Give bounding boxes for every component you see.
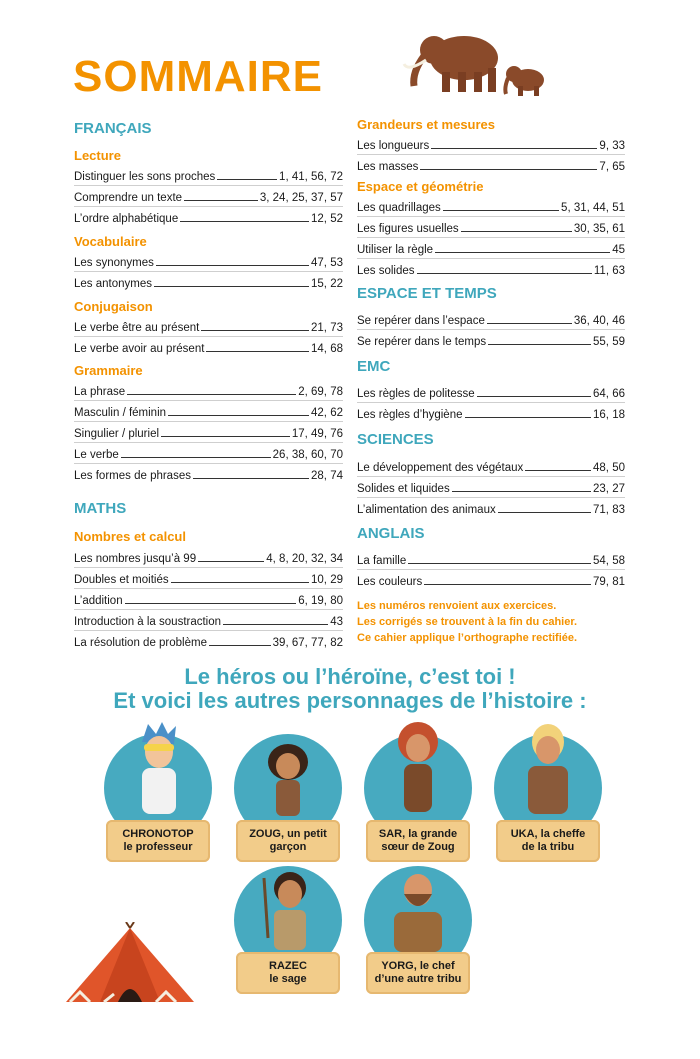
section-sciences: SCIENCES (357, 431, 434, 448)
subsection-vocabulaire: Vocabulaire (74, 234, 147, 249)
toc-entry: Singulier / pluriel 17, 49, 76 (74, 428, 343, 440)
character-plaque: UKA, la cheffe de la tribu (496, 820, 600, 862)
subsection-espace-geometrie: Espace et géométrie (357, 179, 484, 194)
girl-icon (390, 720, 446, 820)
page-title: SOMMAIRE (73, 52, 323, 101)
toc-entry: Le développement des végétaux 48, 50 (357, 462, 625, 474)
toc-entry: Les quadrillages 5, 31, 44, 51 (357, 202, 625, 214)
toc-entry: Se repérer dans l’espace 36, 40, 46 (357, 315, 625, 327)
character-plaque: RAZEC le sage (236, 952, 340, 994)
toc-entry: Doubles et moitiés 10, 29 (74, 574, 343, 586)
section-francais: FRANÇAIS (74, 120, 152, 137)
toc-entry: Les règles d’hygiène 16, 18 (357, 409, 625, 421)
character-plaque: ZOUG, un petit garçon (236, 820, 340, 862)
chief-icon (518, 722, 578, 822)
toc-entry: Les figures usuelles 30, 35, 61 (357, 223, 625, 235)
character-plaque: CHRONOTOP le professeur (106, 820, 210, 862)
subsection-nombres: Nombres et calcul (74, 529, 186, 544)
note: Les corrigés se trouvent à la fin du cahier. (357, 616, 578, 628)
section-emc: EMC (357, 358, 391, 375)
toc-entry: Les longueurs 9, 33 (357, 140, 625, 152)
toc-entry: Solides et liquides 23, 27 (357, 483, 625, 495)
subsection-grandeurs: Grandeurs et mesures (357, 117, 496, 132)
toc-entry: Les synonymes 47, 53 (74, 257, 343, 269)
subsection-conjugaison: Conjugaison (74, 299, 153, 314)
note: Ce cahier applique l’orthographe rectifiée. (357, 632, 578, 644)
toc-entry: Les masses 7, 65 (357, 161, 625, 173)
sage-icon (256, 868, 320, 954)
toc-entry: Les antonymes 15, 22 (74, 278, 343, 290)
toc-entry: Distinguer les sons proches 1, 41, 56, 72 (74, 171, 343, 183)
subsection-grammaire: Grammaire (74, 363, 143, 378)
note: Les numéros renvoient aux exercices. (357, 600, 557, 612)
toc-entry: Les solides 11, 63 (357, 265, 625, 277)
toc-entry: L’alimentation des animaux 71, 83 (357, 504, 625, 516)
toc-entry: La résolution de problème 39, 67, 77, 82 (74, 637, 343, 649)
characters-subheading: Et voici les autres personnages de l’histoire : (113, 688, 587, 713)
character-plaque: YORG, le chef d’une autre tribu (366, 952, 470, 994)
toc-entry: Le verbe avoir au présent 14, 68 (74, 343, 343, 355)
section-anglais: ANGLAIS (357, 525, 425, 542)
toc-entry: Se repérer dans le temps 55, 59 (357, 336, 625, 348)
character-plaque: SAR, la grande sœur de Zoug (366, 820, 470, 862)
professor-icon (134, 722, 184, 822)
tent-icon (60, 922, 200, 1008)
toc-entry: Les règles de politesse 64, 66 (357, 388, 625, 400)
mammoth-icon (402, 28, 552, 100)
toc-entry: La famille 54, 58 (357, 555, 625, 567)
toc-entry: Comprendre un texte 3, 24, 25, 37, 57 (74, 192, 343, 204)
toc-entry: Le verbe 26, 38, 60, 70 (74, 449, 343, 461)
toc-entry: Les formes de phrases 28, 74 (74, 470, 343, 482)
boy-icon (260, 740, 316, 820)
toc-entry: L’addition 6, 19, 80 (74, 595, 343, 607)
toc-entry: Masculin / féminin 42, 62 (74, 407, 343, 419)
toc-entry: Les nombres jusqu’à 99 4, 8, 20, 32, 34 (74, 553, 343, 565)
toc-entry: Utiliser la règle 45 (357, 244, 625, 256)
subsection-lecture: Lecture (74, 148, 121, 163)
section-espace-temps: ESPACE ET TEMPS (357, 285, 497, 302)
toc-entry: La phrase 2, 69, 78 (74, 386, 343, 398)
tribe-chief-icon (386, 868, 450, 954)
toc-entry: L’ordre alphabétique 12, 52 (74, 213, 343, 225)
toc-entry: Les couleurs 79, 81 (357, 576, 625, 588)
characters-heading: Le héros ou l’héroïne, c’est toi ! (184, 664, 516, 689)
toc-entry: Le verbe être au présent 21, 73 (74, 322, 343, 334)
toc-entry: Introduction à la soustraction 43 (74, 616, 343, 628)
section-maths: MATHS (74, 500, 127, 517)
